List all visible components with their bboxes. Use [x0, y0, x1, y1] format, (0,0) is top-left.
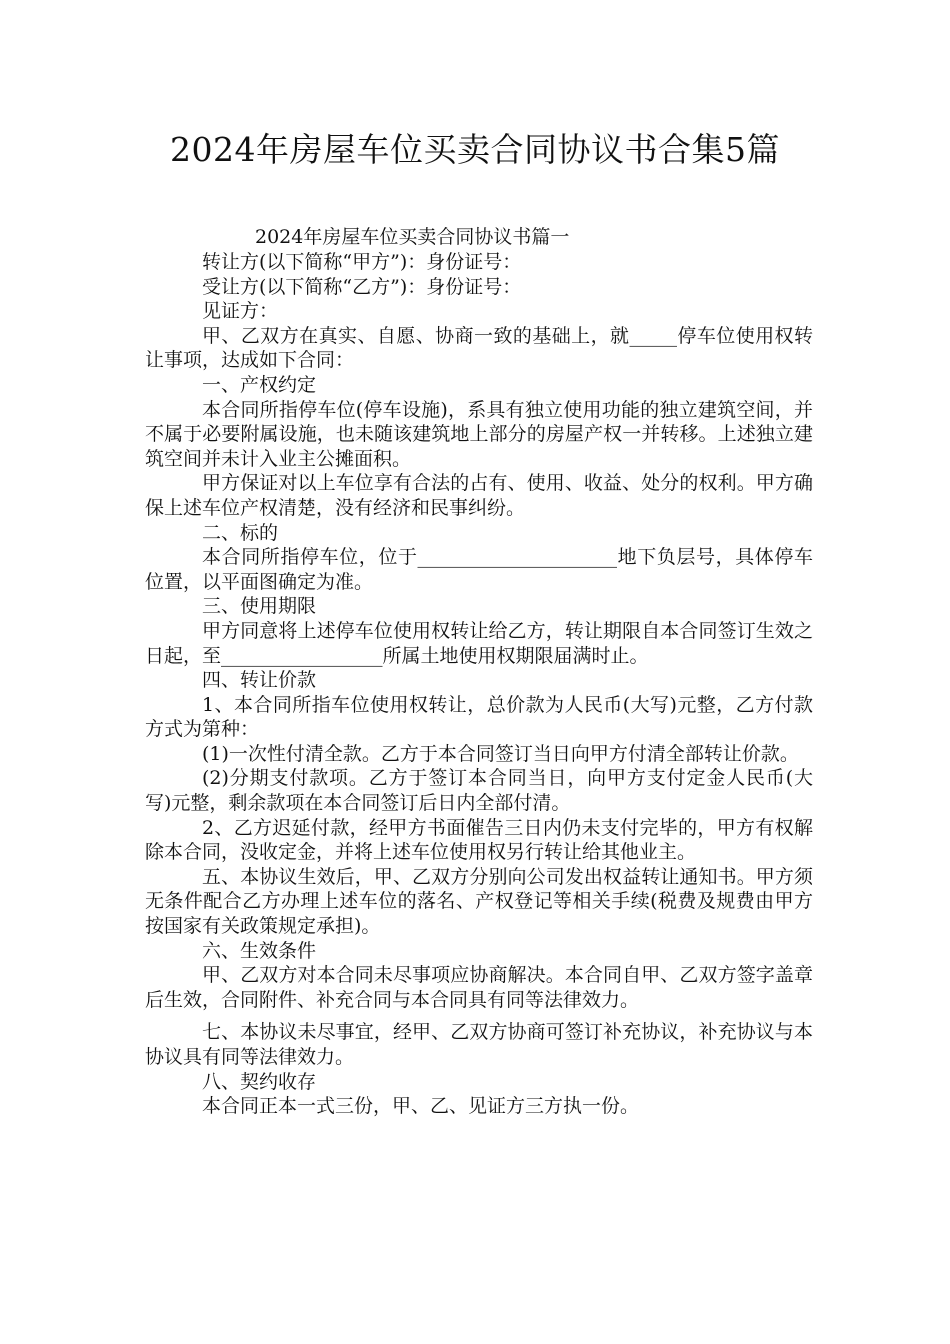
- heading-storage: 八、契约收存: [202, 1070, 317, 1093]
- paragraph-transferor: 转让方(以下简称“甲方”)：身份证号：: [202, 251, 522, 273]
- contract-body: [145, 250, 813, 1119]
- paragraph-preamble: 甲、乙双方在真实、自愿、协商一致的基础上，就_____停车位使用权转让事项，达成如下合同：: [145, 324, 813, 372]
- heading-term: 三、使用期限: [202, 595, 317, 618]
- paragraph-term: 甲方同意将上述停车位使用权转让给乙方，转让期限自本合同签订生效之日起，至_________________所属土地使用权期限届满时止。: [145, 619, 813, 667]
- heading-subject: 二、标的: [202, 521, 279, 544]
- paragraph-price-option-2: (2)分期支付款项。乙方于签订本合同当日，向甲方支付定金人民币(大写)元整，剩余款项在本合同签订后日内全部付清。: [145, 767, 813, 815]
- section-title: 2024年房屋车位买卖合同协议书篇一: [255, 226, 570, 248]
- paragraph-effective: 甲、乙双方对本合同未尽事项应协商解决。本合同自甲、乙双方签字盖章后生效，合同附件、补充合同与本合同具有同等法律效力。: [145, 964, 813, 1011]
- heading-price: 四、转让价款: [202, 669, 317, 692]
- paragraph-subject: 本合同所指停车位，位于_____________________地下负层号，具体停车位置，以平面图确定为准。: [145, 546, 813, 593]
- paragraph-price-2: 2、乙方迟延付款，经甲方书面催告三日内仍未支付完毕的，甲方有权解除本合同，没收定金，并将上述车位使用权另行转让给其他业主。: [145, 816, 813, 864]
- paragraph-property-rights-1: 本合同所指停车位(停车设施)，系具有独立使用功能的独立建筑空间，并不属于必要附属设施，也未随该建筑地上部分的房屋产权一并转移。上述独立建筑空间并未计入业主公摊面积。: [145, 398, 813, 470]
- paragraph-transferee: 受让方(以下简称“乙方”)：身份证号：: [202, 275, 522, 298]
- paragraph-storage: 本合同正本一式三份，甲、乙、见证方三方执一份。: [202, 1095, 640, 1118]
- paragraph-clause-5: 五、本协议生效后，甲、乙双方分别向公司发出权益转让通知书。甲方须无条件配合乙方办理上述车位的落名、产权登记等相关手续(税费及规费由甲方按国家有关政策规定承担)。: [145, 865, 813, 938]
- paragraph-price-1: 1、本合同所指车位使用权转让，总价款为人民币(大写)元整，乙方付款方式为第种：: [145, 693, 813, 741]
- paragraph-property-rights-2: 甲方保证对以上车位享有合法的占有、使用、收益、处分的权利。甲方确保上述车位产权清楚，没有经济和民事纠纷。: [145, 472, 813, 519]
- heading-property-rights: 一、产权约定: [202, 373, 317, 396]
- paragraph-price-option-1: (1)一次性付清全款。乙方于本合同签订当日向甲方付清全部转让价款。: [202, 742, 799, 765]
- heading-effective: 六、生效条件: [202, 939, 317, 962]
- paragraph-clause-7: 七、本协议未尽事宜，经甲、乙双方协商可签订补充协议，补充协议与本协议具有同等法律效力。: [145, 1021, 813, 1068]
- document-title: 2024年房屋车位买卖合同协议书合集5篇: [170, 130, 780, 169]
- paragraph-witness: 见证方：: [202, 300, 279, 323]
